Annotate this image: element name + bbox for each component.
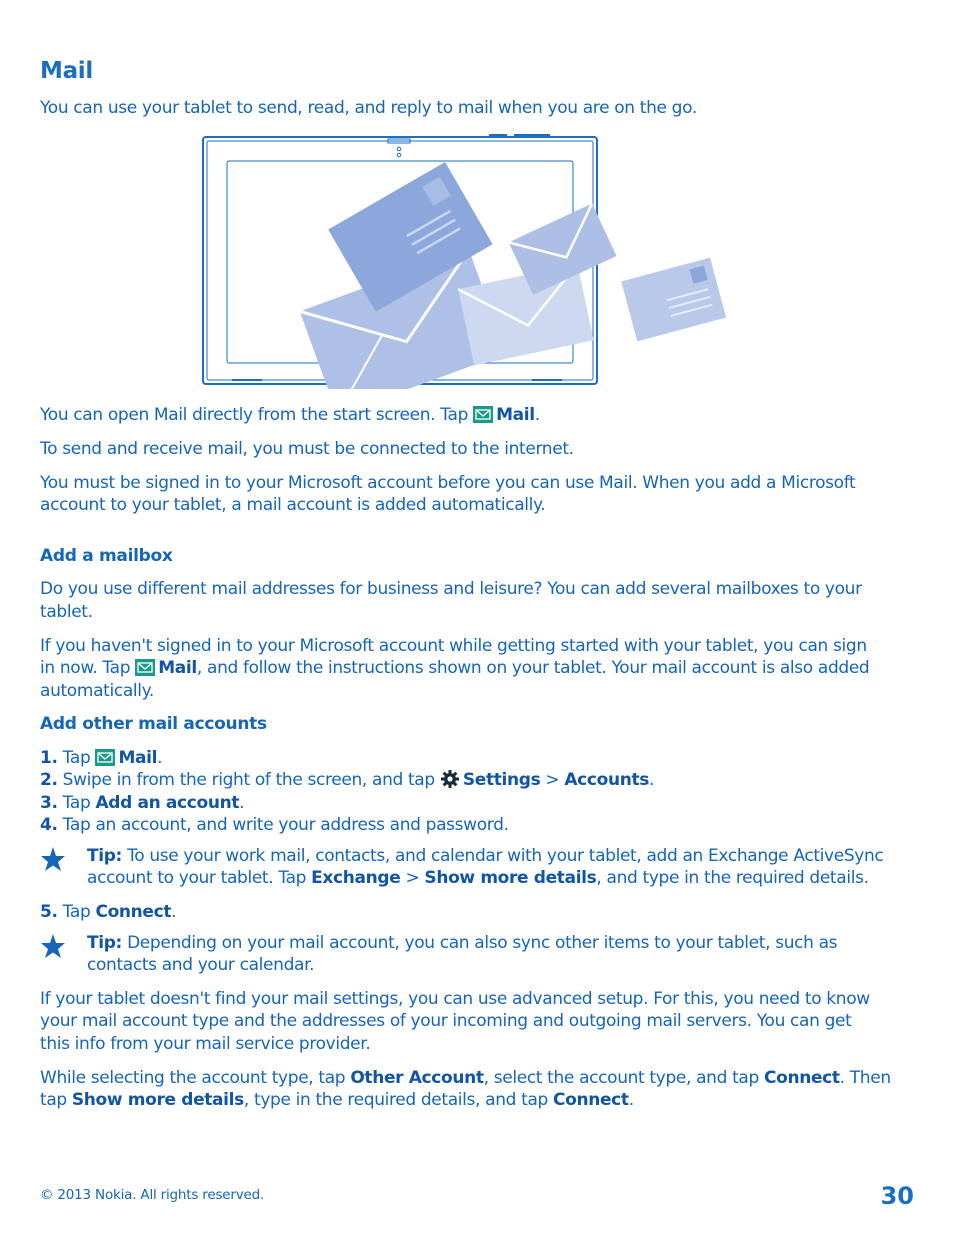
advanced-line1: If your tablet doesn't find your mail settings, you can use advanced setup. For this, you need to know (40, 989, 870, 1009)
star-icon (40, 846, 66, 872)
advanced-line3: this info from your mail service provider. (40, 1034, 371, 1054)
tip-1-line1: Tip: To use your work mail, contacts, and calendar with your tablet, add an Exchange ActiveSync (87, 846, 884, 866)
page-number: 30 (880, 1182, 914, 1210)
step-3: 3. Tap Add an account. (40, 793, 245, 813)
mail-icon (473, 406, 493, 423)
mail-icon (135, 659, 155, 676)
mailbox-p1-line1: Do you use different mail addresses for business and leisure? You can add several mailboxes to your (40, 579, 862, 599)
open-mail-text: You can open Mail directly from the start screen. Tap Mail. (40, 405, 540, 425)
other-account-link[interactable]: Other Account (350, 1068, 484, 1088)
advanced-line2: your mail account type and the addresses of your incoming and outgoing mail servers. You can get (40, 1011, 852, 1031)
show-more-details-link[interactable]: Show more details (424, 868, 597, 888)
add-other-heading: Add other mail accounts (40, 714, 267, 734)
connect-link[interactable]: Connect (553, 1090, 629, 1110)
mailbox-p1-line2: tablet. (40, 602, 93, 622)
show-more-details-link[interactable]: Show more details (71, 1090, 244, 1110)
accounts-link[interactable]: Accounts (564, 770, 650, 790)
mail-link[interactable]: Mail (158, 658, 197, 678)
mailbox-p2-line3: automatically. (40, 681, 154, 701)
step-5: 5. Tap Connect. (40, 902, 177, 922)
mail-link[interactable]: Mail (496, 405, 535, 425)
internet-note: To send and receive mail, you must be connected to the internet. (40, 439, 574, 459)
tablet-with-envelopes-illustration (202, 131, 727, 389)
tip-1-line2: account to your tablet. Tap Exchange > Show more details, and type in the required details. (87, 868, 869, 888)
add-account-link[interactable]: Add an account (95, 793, 240, 813)
account-note-line1: You must be signed in to your Microsoft account before you can use Mail. When you add a Microsoft (40, 473, 856, 493)
mailbox-p2-line1: If you haven't signed in to your Microsoft account while getting started with your tablet, you can sign (40, 636, 867, 656)
mailbox-p2-line2: in now. Tap Mail, and follow the instructions shown on your tablet. Your mail account is also added (40, 658, 870, 678)
tip-2-line2: contacts and your calendar. (87, 955, 315, 975)
step-1: 1. Tap Mail. (40, 748, 163, 768)
account-note-line2: account to your tablet, a mail account is added automatically. (40, 495, 546, 515)
step-2: 2. Swipe in from the right of the screen, and tap Settings > Accounts. (40, 770, 655, 790)
account-type-line2: tap Show more details, type in the required details, and tap Connect. (40, 1090, 634, 1110)
star-icon (40, 933, 66, 959)
mail-icon (95, 749, 115, 766)
account-type-line1: While selecting the account type, tap Other Account, select the account type, and tap Connect. Then (40, 1068, 891, 1088)
connect-link[interactable]: Connect (763, 1068, 840, 1088)
add-mailbox-heading: Add a mailbox (40, 546, 173, 566)
settings-link[interactable]: Settings (462, 770, 541, 790)
page-title: Mail (40, 58, 93, 84)
gear-icon (440, 769, 460, 789)
exchange-link[interactable]: Exchange (311, 868, 401, 888)
mail-link[interactable]: Mail (118, 748, 158, 768)
footer-copyright: © 2013 Nokia. All rights reserved. (40, 1187, 265, 1203)
tip-2-line1: Tip: Depending on your mail account, you can also sync other items to your tablet, such as (87, 933, 838, 953)
step-4: 4. Tap an account, and write your address and password. (40, 815, 509, 835)
intro-text: You can use your tablet to send, read, and reply to mail when you are on the go. (40, 98, 697, 118)
connect-link[interactable]: Connect (95, 902, 172, 922)
